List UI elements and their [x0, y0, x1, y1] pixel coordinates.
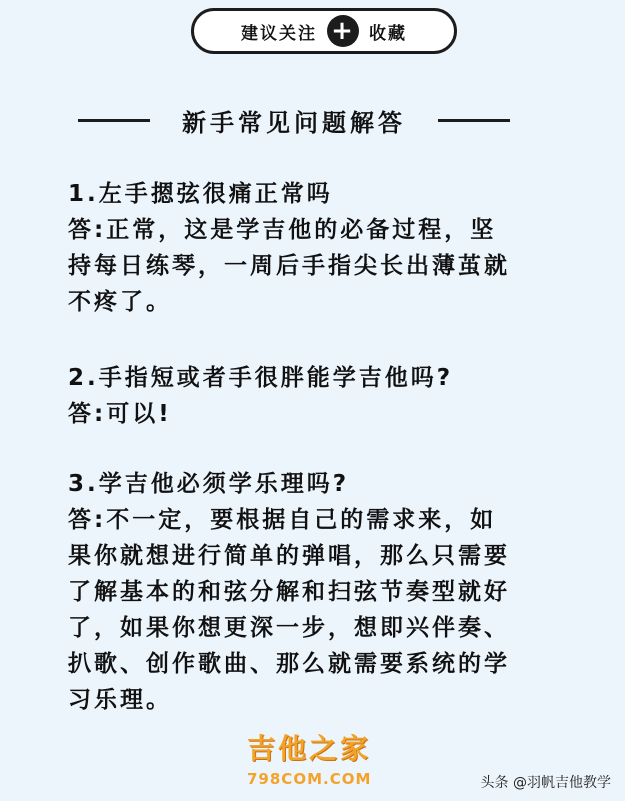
answer-1-line-1: 答:正常，这是学吉他的必备过程，坚 [68, 217, 497, 243]
collect-label: 收藏 [369, 23, 407, 44]
follow-collect-badge[interactable] [191, 8, 457, 54]
answer-1-line-3: 不疼了。 [68, 289, 172, 315]
answer-3-line-4: 了，如果你想更深一步，想即兴伴奏、 [68, 615, 510, 641]
plus-circle-icon[interactable]: + [327, 15, 359, 47]
follow-label: 建议关注 [241, 23, 317, 44]
section-title-text: 新手常见问题解答 [182, 108, 406, 137]
answer-1-line-2: 持每日练琴，一周后手指尖长出薄茧就 [68, 253, 510, 279]
site-watermark-url: 798COM.COM [247, 770, 372, 788]
author-tag: 头条 @羽帆吉他教学 [480, 775, 611, 791]
answer-3-line-1: 答:不一定，要根据自己的需求来，如 [68, 507, 497, 533]
qa-item-2 [68, 360, 588, 432]
answer-3-line-2: 果你就想进行简单的弹唱，那么只需要 [68, 543, 510, 569]
title-divider-right [438, 119, 510, 122]
title-divider-left [78, 119, 150, 122]
answer-3-line-5: 扒歌、创作歌曲、那么就需要系统的学 [68, 651, 510, 677]
section-title [78, 100, 510, 140]
qa-item-3 [68, 466, 588, 718]
qa-item-1 [68, 176, 588, 320]
question-2: 2.手指短或者手很胖能学吉他吗? [68, 365, 454, 391]
answer-2-line-1: 答:可以! [68, 401, 172, 427]
site-watermark-title: 吉他之家 [247, 732, 372, 765]
answer-3-line-3: 了解基本的和弦分解和扫弦节奏型就好 [68, 579, 510, 605]
question-3: 3.学吉他必须学乐理吗? [68, 471, 350, 497]
answer-3-line-6: 习乐理。 [68, 687, 172, 713]
question-1: 1.左手摁弦很痛正常吗 [68, 181, 333, 207]
